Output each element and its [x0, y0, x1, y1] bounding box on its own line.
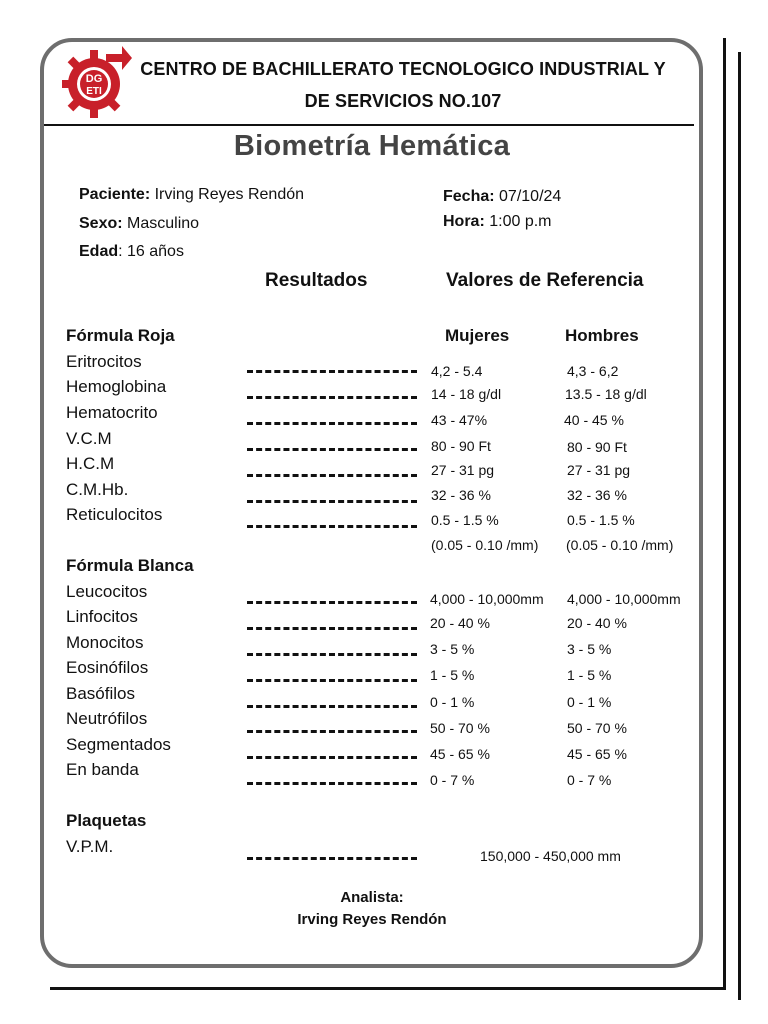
result-blank-line	[247, 500, 417, 503]
test-name-vcm: V.C.M	[66, 429, 112, 448]
right-border-line-1	[723, 38, 726, 990]
result-blank-line	[247, 474, 417, 477]
patient-sex-label: Sexo:	[79, 215, 123, 232]
result-blank-line	[247, 756, 417, 759]
ref-women-basofilos: 0 - 1 %	[430, 694, 475, 710]
result-blank-line	[247, 705, 417, 708]
result-blank-line	[247, 782, 417, 785]
patient-name-value: Irving Reyes Rendón	[154, 186, 305, 203]
section-formula-blanca: Fórmula Blanca	[66, 556, 194, 575]
ref-men-linfocitos: 20 - 40 %	[567, 615, 627, 631]
ref-men-en-banda: 0 - 7 %	[567, 772, 612, 788]
patient-age-value: : 16 años	[118, 243, 184, 260]
result-blank-line	[247, 653, 417, 656]
patient-age-field	[79, 243, 184, 261]
ref-women-vcm: 80 - 90 Ft	[431, 438, 491, 454]
result-blank-line	[247, 627, 417, 630]
result-blank-line	[247, 679, 417, 682]
ref-women-neutrofilos: 50 - 70 %	[430, 720, 490, 736]
test-name-segmentados: Segmentados	[66, 735, 171, 754]
date-value: 07/10/24	[499, 188, 562, 205]
time-field	[443, 213, 552, 231]
test-name-eosinofilos: Eosinófilos	[66, 658, 149, 677]
test-name-linfocitos: Linfocitos	[66, 607, 138, 626]
test-name-basofilos: Basófilos	[66, 684, 135, 703]
ref-men-eosinofilos: 1 - 5 %	[567, 667, 612, 683]
ref-men-hemoglobina: 13.5 - 18 g/dl	[565, 386, 647, 402]
logo-text-bottom: ETI	[86, 86, 102, 97]
section-formula-roja: Fórmula Roja	[66, 326, 175, 345]
patient-sex-value: Masculino	[127, 215, 200, 232]
test-name-eritrocitos: Eritrocitos	[66, 352, 142, 371]
ref-women-en-banda: 0 - 7 %	[430, 772, 475, 788]
result-blank-line	[247, 857, 417, 860]
test-name-hemoglobina: Hemoglobina	[66, 377, 167, 396]
result-blank-line	[247, 422, 417, 425]
test-name-leucocitos: Leucocitos	[66, 582, 148, 601]
ref-women-linfocitos: 20 - 40 %	[430, 615, 490, 631]
time-value: 1:00 p.m	[489, 213, 552, 230]
header-divider	[44, 124, 694, 126]
school-name-line2: DE SERVICIOS NO.107	[304, 91, 502, 111]
patient-age-label: Edad	[79, 243, 119, 260]
dgeti-logo	[62, 44, 132, 120]
ref-men-vcm: 80 - 90 Ft	[567, 439, 627, 455]
result-blank-line	[247, 601, 417, 604]
document-title: Biometría Hemática	[233, 130, 511, 162]
ref-women-eritrocitos: 4,2 - 5.4	[431, 363, 483, 379]
ref-women-reticulocitos: 0.5 - 1.5 %	[431, 512, 499, 528]
ref-men-neutrofilos: 50 - 70 %	[567, 720, 627, 736]
bottom-border-line	[50, 987, 726, 990]
ref-women-hcm: 27 - 31 pg	[431, 462, 495, 478]
men-column-header: Hombres	[565, 326, 639, 345]
test-name-cmhb: C.M.Hb.	[66, 480, 129, 499]
school-name-line1: CENTRO DE BACHILLERATO TECNOLOGICO INDUSTRIAL Y	[140, 59, 666, 79]
test-name-hematocrito: Hematocrito	[66, 403, 158, 422]
section-plaquetas: Plaquetas	[66, 811, 147, 830]
analyst-name: Irving Reyes Rendón	[297, 911, 447, 928]
result-blank-line	[247, 525, 417, 528]
patient-name-field	[79, 186, 304, 204]
results-column-header: Resultados	[265, 270, 368, 291]
result-blank-line	[247, 370, 417, 373]
ref-women-hemoglobina: 14 - 18 g/dl	[431, 386, 502, 402]
logo-text-top: DG	[85, 73, 103, 85]
test-name-monocitos: Monocitos	[66, 633, 144, 652]
result-blank-line	[247, 396, 417, 399]
ref-men-eritrocitos: 4,3 - 6,2	[567, 363, 619, 379]
ref-men-reticulocitos: 0.5 - 1.5 %	[567, 512, 635, 528]
patient-name-label: Paciente:	[79, 186, 151, 203]
ref-plaquetas-range: 150,000 - 450,000 mm	[480, 848, 621, 864]
right-border-line-2	[738, 52, 741, 1000]
ref-women-segmentados: 45 - 65 %	[430, 746, 490, 762]
ref-men-segmentados: 45 - 65 %	[567, 746, 627, 762]
test-name-hcm: H.C.M	[66, 454, 115, 473]
time-label: Hora:	[443, 213, 485, 230]
ref-men-basofilos: 0 - 1 %	[567, 694, 612, 710]
date-label: Fecha:	[443, 188, 495, 205]
ref-men-leucocitos: 4,000 - 10,000mm	[567, 591, 681, 607]
ref-women-cmhb: 32 - 36 %	[431, 487, 491, 503]
ref-women-hematocrito: 43 - 47%	[431, 412, 488, 428]
date-field	[443, 188, 561, 206]
test-name-neutrofilos: Neutrófilos	[66, 709, 148, 728]
ref-women-reticulocitos-note: (0.05 - 0.10 /mm)	[431, 537, 539, 553]
analyst-label: Analista:	[340, 889, 404, 906]
patient-sex-field	[79, 215, 199, 233]
result-blank-line	[247, 730, 417, 733]
reference-column-header: Valores de Referencia	[446, 270, 644, 291]
ref-women-eosinofilos: 1 - 5 %	[430, 667, 475, 683]
ref-men-reticulocitos-note: (0.05 - 0.10 /mm)	[566, 537, 674, 553]
test-name-en-banda: En banda	[66, 760, 139, 779]
ref-men-cmhb: 32 - 36 %	[567, 487, 627, 503]
ref-men-hematocrito: 40 - 45 %	[564, 412, 624, 428]
ref-women-leucocitos: 4,000 - 10,000mm	[430, 591, 544, 607]
test-name-reticulocitos: Reticulocitos	[66, 505, 163, 524]
women-column-header: Mujeres	[445, 326, 510, 345]
result-blank-line	[247, 448, 417, 451]
test-name-vpm: V.P.M.	[66, 837, 114, 856]
ref-men-hcm: 27 - 31 pg	[567, 462, 631, 478]
ref-women-monocitos: 3 - 5 %	[430, 641, 475, 657]
ref-men-monocitos: 3 - 5 %	[567, 641, 612, 657]
